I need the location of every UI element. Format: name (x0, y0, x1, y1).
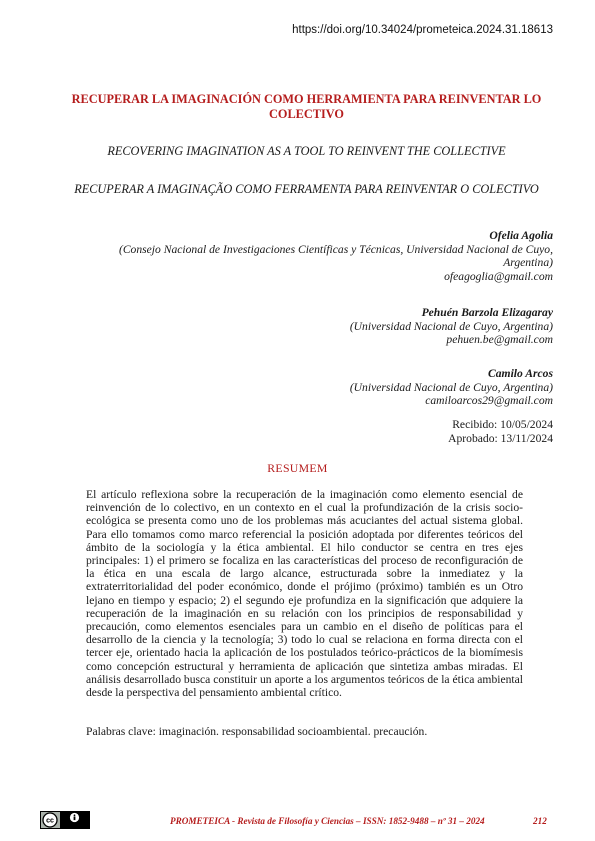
author-affiliation: (Universidad Nacional de Cuyo, Argentina) (349, 380, 553, 394)
author-name: Camilo Arcos (488, 367, 553, 380)
author-block-2 (300, 306, 553, 347)
submission-dates (448, 418, 553, 445)
author-name: Pehuén Barzola Elizagaray (421, 306, 553, 319)
page-number: 212 (533, 816, 547, 826)
abstract-heading: RESUMEM (267, 461, 328, 475)
author-affiliation: (Universidad Nacional de Cuyo, Argentina) (349, 319, 553, 333)
article-title-english: RECOVERING IMAGINATION AS A TOOL TO REINVENT THE COLLECTIVE (107, 144, 506, 158)
cc-by-license-icon[interactable] (40, 811, 90, 829)
article-title-portuguese: RECUPERAR A IMAGINAÇÃO COMO FERRAMENTA PARA REINVENTAR O COLECTIVO (74, 182, 539, 196)
author-name: Ofelia Agolia (489, 229, 553, 242)
author-block-3 (300, 367, 553, 408)
journal-footer: PROMETEICA - Revista de Filosofía y Ciencias – ISSN: 1852-9488 – nº 31 – 2024 (170, 816, 485, 826)
svg-text:cc: cc (46, 817, 54, 825)
author-affiliation: (Consejo Nacional de Investigaciones Científicas y Técnicas, Universidad Nacional de Cuyo, Argentina) (118, 242, 553, 269)
author-email[interactable]: pehuen.be@gmail.com (446, 333, 553, 346)
keywords: Palabras clave: imaginación. responsabilidad socioambiental. precaución. (86, 725, 428, 738)
approved-date: Aprobado: 13/11/2024 (448, 431, 553, 445)
abstract-body: El artículo reflexiona sobre la recuperación de la imaginación como elemento esencial de reinvención de lo colectivo, en un contexto en el cual la profundización de la crisis socio-ecológica se presenta como uno de los problemas más acuciantes del actual sistema global. Para ello tomamos como marco referencial la posición adoptada por diferentes teóricos del ámbito de la sociología y la ética ambiental. El hilo conductor se centra en tres ejes principales: 1) el primero se focaliza en las características del proceso de reconfiguración de la ética en una escala de largo alcance, estructurada sobre la inmediatez y la extraterritorialidad del poder económico, donde el prójimo (próximo) también es un Otro lejano en tiempo y espacio; 2) el segundo eje profundiza en la significación que adquiere la recuperación de la imaginación en su relación con los principios de responsabilidad y precaución, como elementos esenciales para un cambio en el diseño de políticas para el desarrollo de la ciencia y la tecnología; 3) todo lo cual se relaciona en forma directa con el tercer eje, orientado hacia la aplicación de los postulados teórico-prácticos de la biomímesis como concepción estructural y herramienta de aplicación que sintetiza ambas miradas. El análisis desarrollado busca constituir un aporte a los argumentos teóricos de la ética ambiental desde la perspectiva del pensamiento ambiental crítico. (86, 488, 523, 700)
author-email[interactable]: camiloarcos29@gmail.com (425, 394, 553, 407)
received-date: Recibido: 10/05/2024 (452, 418, 553, 431)
author-block-1 (100, 229, 553, 283)
doi-link[interactable]: https://doi.org/10.34024/prometeica.2024.31.18613 (292, 24, 553, 36)
author-email[interactable]: ofeagoglia@gmail.com (444, 269, 553, 283)
article-title-spanish: RECUPERAR LA IMAGINACIÓN COMO HERRAMIENTA PARA REINVENTAR LO COLECTIVO (71, 92, 542, 121)
